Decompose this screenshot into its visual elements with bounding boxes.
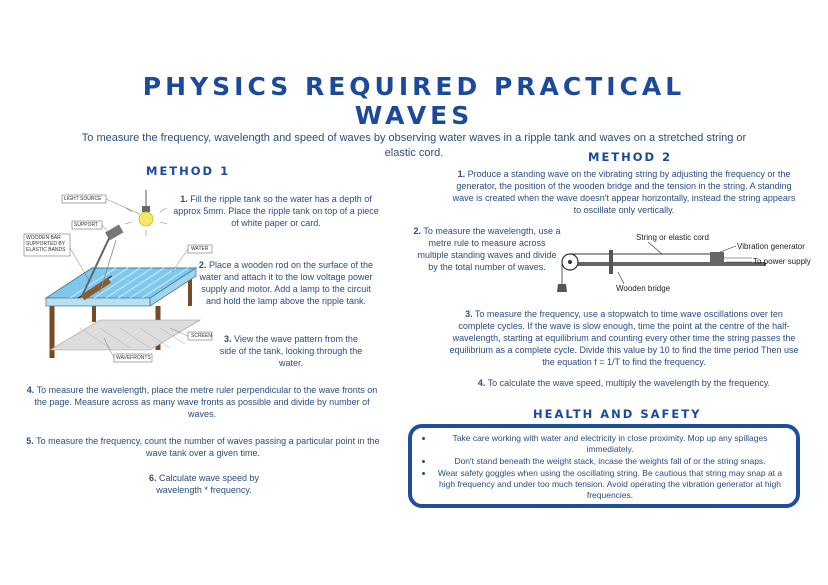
health-safety-list [412, 433, 796, 501]
wooden-bridge [609, 250, 613, 274]
health-safety-box [408, 424, 800, 508]
light-source-icon [139, 212, 153, 226]
method1-step-4: 4. To measure the wavelength, place the metre ruler perpendicular to the wave fronts on the page. Measure across as many wave fronts as possible and divide by number of waves. [26, 385, 378, 419]
label-wavefronts: WAVEFRONTS [116, 355, 151, 361]
label-generator: Vibration generator [737, 242, 805, 251]
weight-stack [557, 284, 567, 292]
method1-step-5: 5. To measure the frequency, count the number of waves passing a particular point in the wave tank over a given time. [26, 436, 380, 458]
method2-step-4: 4. To calculate the wave speed, multiply the wavelength by the frequency. [477, 378, 771, 388]
motor [105, 225, 123, 241]
method2-step-1: 1. Produce a standing wave on the vibrating string by adjusting the frequency or the generator, the position of the wooden bridge and the tension in the string. A standing wave is created when the wave doesn't appear horizontally, instead the string appears to oscillate only vertically. [452, 169, 796, 215]
title-line-1: PHYSICS REQUIRED PRACTICAL [142, 72, 686, 101]
method1-step-6: 6. Calculate wave speed by wavelength * frequency. [148, 473, 260, 495]
label-wooden-bar: WOODEN BAR SUPPORTED BY ELASTIC BANDS [26, 235, 66, 253]
title-line-2: WAVES [354, 101, 474, 130]
intro-text: To measure the frequency, wavelength and speed of waves by observing water waves in a ripple tank and waves on a stretched string or elastic cord. [81, 132, 747, 159]
label-bridge: Wooden bridge [616, 284, 671, 293]
method1-step-1: 1. Fill the ripple tank so the water has a depth of approx 5mm. Place the ripple tank on top of a piece of white paper or card. [173, 194, 379, 228]
safety-item-1: • Take care working with water and electricity in close proximity. Mop up any spillages immediately. [434, 433, 786, 455]
method1-heading: METHOD 1 [146, 164, 231, 178]
label-string: String or elastic cord [636, 233, 709, 242]
label-water: WATER [191, 246, 209, 252]
label-support: SUPPORT [74, 222, 99, 228]
method1-step-2: 2. Place a wooden rod on the surface of the water and attach it to the low voltage power supply and motor. Add a lamp to the circuit and hold the lamp above the ripple tank. [198, 260, 374, 306]
method2-step-3: 3. To measure the frequency, use a stopwatch to time wave oscillations over ten complete cycles. If the wave is slow enough, time the point at the centre of the half-wavelength, starting at equilibrium and counting every other time the string passes the equilibrium as a complete cycle. Divide this value by 10 to find the time period Then use the equation f = 1/T to find the frequency. [449, 309, 799, 367]
method2-heading: METHOD 2 [588, 150, 673, 164]
safety-item-3: • Wear safety goggles when using the oscillating string. Be cautious that string may snap at a high frequency and under too much tension. Avoid operating the vibration generator at high frequencies. [434, 468, 786, 501]
label-power: To power supply [753, 257, 811, 266]
health-safety-heading: HEALTH AND SAFETY [533, 407, 702, 421]
label-light-source: LIGHT SOURCE [64, 196, 102, 202]
safety-item-2: • Don't stand beneath the weight stack, incase the weights fall of or the string snaps. [434, 456, 786, 467]
bench [566, 262, 766, 266]
screen-sheet [50, 320, 200, 350]
label-screen: SCREEN [191, 333, 212, 339]
method1-step-3: 3. View the wave pattern from the side of the tank, looking through the water. [219, 334, 363, 368]
method2-step-2: 2. To measure the wavelength, use a metre rule to measure across multiple standing waves and divide by the total number of waves. [413, 226, 561, 272]
vibration-generator [710, 252, 724, 262]
